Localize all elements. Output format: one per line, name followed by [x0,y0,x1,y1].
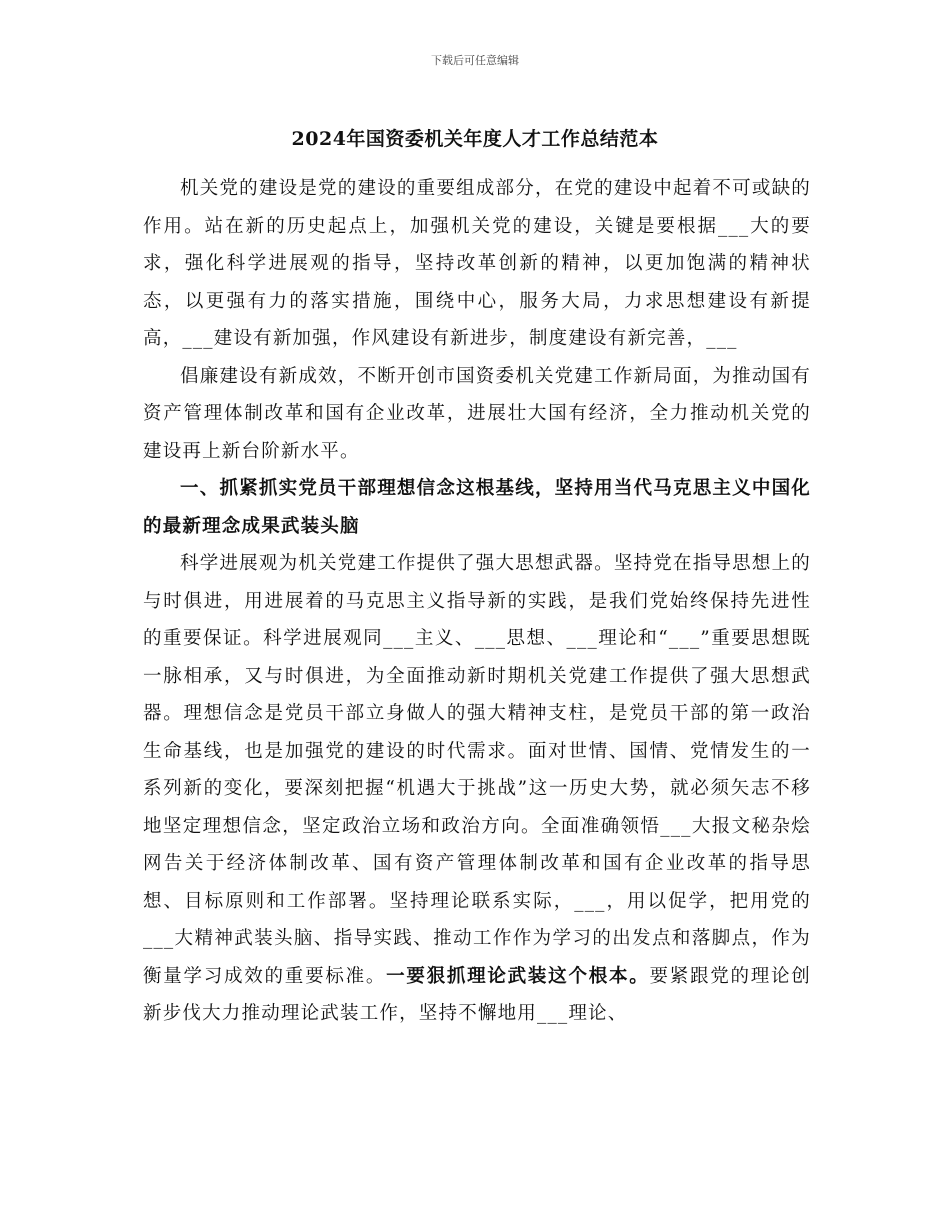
paragraph-section-1-tail: 要紧跟党的理论创新步伐大力推动理论武装工作，坚持不懈地用___理论、 [143,965,811,1024]
paragraph-section-1-main: 科学进展观为机关党建工作提供了强大思想武器。坚持党在指导思想上的与时俱进，用进展着的马克思主义指导新的实践，是我们党始终保持先进性的重要保证。科学进展观同___主义、___思想、___理论和“___”重要思想既一脉相承，又与时俱进，为全面推动新时期机关党建工作提供了强大思想武器。理想信念是党员干部立身做人的强大精神支柱，是党员干部的第一政治生命基线，也是加强党的建设的时代需求。面对世情、国情、党情发生的一系列新的变化，要深刻把握“机遇大于挑战”这一历史大势，就必须矢志不移地坚定理想信念，坚定政治立场和政治方向。全面准确领悟___大报文秘杂烩网告关于经济体制改革、国有资产管理体制改革和国有企业改革的指导思想、目标原则和工作部署。坚持理论联系实际，___，用以促学，把用党的___大精神武装头脑、指导实践、推动工作作为学习的出发点和落脚点，作为衡量学习成效的重要标准。 [143,553,811,987]
document-title: 2024年国资委机关年度人才工作总结范本 [291,128,659,150]
paragraph-intro: 机关党的建设是党的建设的重要组成部分，在党的建设中起着不可或缺的作用。站在新的历史起点上，加强机关党的建设，关键是要根据___大的要求，强化科学进展观的指导，坚持改革创新的精神，以更加饱满的精神状态，以更强有力的落实措施，围绕中心，服务大局，力求思想建设有新提高，___建设有新加强，作风建设有新进步，制度建设有新完善，___ [143,178,811,349]
paragraph-continuation: 倡廉建设有新成效，不断开创市国资委机关党建工作新局面，为推动国有资产管理体制改革和国有企业改革，进展壮大国有经济，全力推动机关党的建设再上新台阶新水平。 [143,365,811,462]
paragraph-section-1-emphasis: 一要狠抓理论武装这个根本。 [386,965,650,987]
document-body [143,170,811,1033]
section-heading-1: 一、抓紧抓实党员干部理想信念这根基线，坚持用当代马克思主义中国化的最新理念成果武装头脑 [143,478,811,537]
header-note: 下载后可任意编辑 [431,54,519,67]
paragraph-section-1 [143,545,811,1033]
